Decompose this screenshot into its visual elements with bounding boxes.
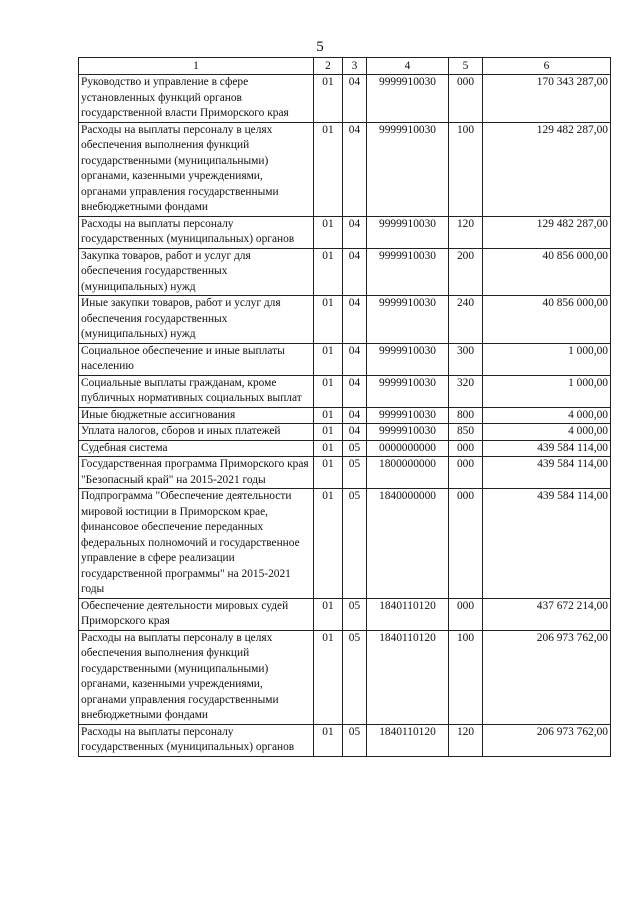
row-section-code: 01 (314, 248, 343, 296)
table-row (79, 248, 611, 296)
row-expense-type-code: 100 (449, 122, 483, 216)
table-row (79, 440, 611, 457)
table-row (79, 424, 611, 441)
row-section-code: 01 (314, 216, 343, 248)
row-expense-type-code: 000 (449, 598, 483, 630)
row-expense-type-code: 850 (449, 424, 483, 441)
row-amount: 206 973 762,00 (483, 724, 611, 756)
table-header-row (79, 58, 611, 75)
row-target-item-code: 9999910030 (367, 216, 449, 248)
row-expense-type-code: 100 (449, 630, 483, 724)
row-name: Иные бюджетные ассигнования (79, 407, 314, 424)
row-amount: 206 973 762,00 (483, 630, 611, 724)
row-target-item-code: 1840110120 (367, 724, 449, 756)
row-amount: 1 000,00 (483, 343, 611, 375)
table-row (79, 724, 611, 756)
row-amount: 170 343 287,00 (483, 75, 611, 123)
row-amount: 129 482 287,00 (483, 122, 611, 216)
row-amount: 4 000,00 (483, 407, 611, 424)
row-subsection-code: 05 (343, 630, 367, 724)
page-number: 5 (316, 39, 324, 55)
row-target-item-code: 9999910030 (367, 343, 449, 375)
row-expense-type-code: 320 (449, 375, 483, 407)
row-expense-type-code: 200 (449, 248, 483, 296)
table-row (79, 457, 611, 489)
row-amount: 129 482 287,00 (483, 216, 611, 248)
row-subsection-code: 04 (343, 296, 367, 344)
row-target-item-code: 9999910030 (367, 248, 449, 296)
row-name: Расходы на выплаты персоналу в целях обеспечения выполнения функций государственными (муниципальными) органами, казенными учреждениями, органами управления государственными внебюджетными фондами (79, 630, 314, 724)
row-name: Судебная система (79, 440, 314, 457)
row-subsection-code: 05 (343, 457, 367, 489)
row-section-code: 01 (314, 424, 343, 441)
row-name: Уплата налогов, сборов и иных платежей (79, 424, 314, 441)
row-target-item-code: 1840110120 (367, 630, 449, 724)
row-subsection-code: 04 (343, 75, 367, 123)
row-section-code: 01 (314, 375, 343, 407)
row-section-code: 01 (314, 407, 343, 424)
row-expense-type-code: 120 (449, 216, 483, 248)
table-row (79, 407, 611, 424)
table-body (79, 75, 611, 757)
header-cell-1: 1 (79, 58, 314, 75)
table-row (79, 489, 611, 599)
row-amount: 439 584 114,00 (483, 440, 611, 457)
table-row (79, 122, 611, 216)
header-cell-2: 2 (314, 58, 343, 75)
row-amount: 439 584 114,00 (483, 489, 611, 599)
row-subsection-code: 04 (343, 375, 367, 407)
row-expense-type-code: 000 (449, 75, 483, 123)
row-section-code: 01 (314, 440, 343, 457)
header-cell-6: 6 (483, 58, 611, 75)
row-section-code: 01 (314, 122, 343, 216)
row-name: Расходы на выплаты персоналу в целях обеспечения выполнения функций государственными (муниципальными) органами, казенными учреждениями, органами управления государственными внебюджетными фондами (79, 122, 314, 216)
row-target-item-code: 9999910030 (367, 424, 449, 441)
table-row (79, 296, 611, 344)
row-subsection-code: 05 (343, 724, 367, 756)
row-subsection-code: 04 (343, 407, 367, 424)
row-name: Социальное обеспечение и иные выплаты населению (79, 343, 314, 375)
row-expense-type-code: 000 (449, 440, 483, 457)
row-amount: 4 000,00 (483, 424, 611, 441)
row-amount: 40 856 000,00 (483, 248, 611, 296)
table-row (79, 75, 611, 123)
row-target-item-code: 1840110120 (367, 598, 449, 630)
row-expense-type-code: 800 (449, 407, 483, 424)
row-target-item-code: 9999910030 (367, 122, 449, 216)
row-subsection-code: 05 (343, 440, 367, 457)
row-subsection-code: 05 (343, 489, 367, 599)
row-subsection-code: 04 (343, 424, 367, 441)
row-section-code: 01 (314, 343, 343, 375)
table-row (79, 216, 611, 248)
table-row (79, 343, 611, 375)
row-name: Закупка товаров, работ и услуг для обеспечения государственных (муниципальных) нужд (79, 248, 314, 296)
row-target-item-code: 9999910030 (367, 375, 449, 407)
row-expense-type-code: 120 (449, 724, 483, 756)
row-expense-type-code: 240 (449, 296, 483, 344)
table-row (79, 598, 611, 630)
row-name: Государственная программа Приморского края "Безопасный край" на 2015-2021 годы (79, 457, 314, 489)
row-name: Иные закупки товаров, работ и услуг для обеспечения государственных (муниципальных) нужд (79, 296, 314, 344)
row-section-code: 01 (314, 598, 343, 630)
row-subsection-code: 04 (343, 216, 367, 248)
row-expense-type-code: 300 (449, 343, 483, 375)
row-target-item-code: 1800000000 (367, 457, 449, 489)
row-amount: 40 856 000,00 (483, 296, 611, 344)
row-target-item-code: 9999910030 (367, 407, 449, 424)
row-target-item-code: 9999910030 (367, 75, 449, 123)
row-expense-type-code: 000 (449, 457, 483, 489)
row-section-code: 01 (314, 724, 343, 756)
row-section-code: 01 (314, 457, 343, 489)
row-target-item-code: 0000000000 (367, 440, 449, 457)
row-expense-type-code: 000 (449, 489, 483, 599)
table-row (79, 630, 611, 724)
header-cell-4: 4 (367, 58, 449, 75)
row-name: Руководство и управление в сфере установленных функций органов государственной власти Приморского края (79, 75, 314, 123)
header-cell-5: 5 (449, 58, 483, 75)
row-section-code: 01 (314, 489, 343, 599)
row-amount: 1 000,00 (483, 375, 611, 407)
header-cell-3: 3 (343, 58, 367, 75)
row-name: Расходы на выплаты персоналу государственных (муниципальных) органов (79, 216, 314, 248)
row-subsection-code: 04 (343, 248, 367, 296)
row-subsection-code: 04 (343, 343, 367, 375)
row-amount: 437 672 214,00 (483, 598, 611, 630)
row-target-item-code: 9999910030 (367, 296, 449, 344)
row-subsection-code: 05 (343, 598, 367, 630)
budget-table (78, 57, 611, 757)
row-target-item-code: 1840000000 (367, 489, 449, 599)
row-subsection-code: 04 (343, 122, 367, 216)
row-name: Расходы на выплаты персоналу государственных (муниципальных) органов (79, 724, 314, 756)
row-amount: 439 584 114,00 (483, 457, 611, 489)
row-section-code: 01 (314, 630, 343, 724)
row-name: Обеспечение деятельности мировых судей Приморского края (79, 598, 314, 630)
row-name: Подпрограмма "Обеспечение деятельности мировой юстиции в Приморском крае, финансовое обеспечение переданных федеральных полномочий и государственное управление в сфере реализации государственной программы" на 2015-2021 годы (79, 489, 314, 599)
row-section-code: 01 (314, 296, 343, 344)
table-row (79, 375, 611, 407)
row-name: Социальные выплаты гражданам, кроме публичных нормативных социальных выплат (79, 375, 314, 407)
row-section-code: 01 (314, 75, 343, 123)
